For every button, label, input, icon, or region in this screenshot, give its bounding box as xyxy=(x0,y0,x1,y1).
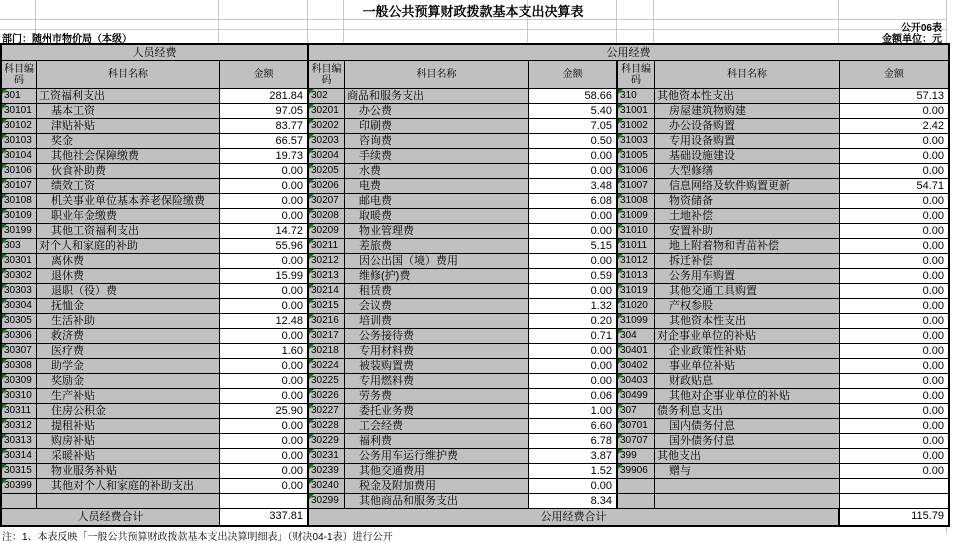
amount-cell[interactable]: 0.00 xyxy=(529,254,618,269)
amount-cell[interactable]: 12.48 xyxy=(220,314,309,329)
personnel-band-header: 人员经费 xyxy=(2,45,309,61)
name-cell[interactable]: 委托业务费 xyxy=(345,404,529,419)
name-cell[interactable]: 公务用车购置 xyxy=(655,269,840,284)
name-cell[interactable]: 抚恤金 xyxy=(37,299,220,314)
amount-cell[interactable]: 0.00 xyxy=(220,434,309,449)
amount-cell[interactable]: 2.42 xyxy=(840,119,948,134)
name-cell[interactable]: 工资福利支出 xyxy=(37,89,220,104)
name-cell[interactable]: 对企事业单位的补贴 xyxy=(655,329,840,344)
name-cell[interactable]: 大型修缮 xyxy=(655,164,840,179)
code-cell[interactable]: 30312 xyxy=(2,419,37,434)
amount-cell[interactable]: 0.00 xyxy=(220,299,309,314)
amount-cell[interactable] xyxy=(840,494,948,509)
amount-cell[interactable]: 0.50 xyxy=(529,134,618,149)
amount-cell[interactable]: 58.66 xyxy=(529,89,618,104)
code-cell[interactable]: 31099 xyxy=(618,314,655,329)
code-cell[interactable]: 310 xyxy=(618,89,655,104)
amount-cell[interactable]: 0.71 xyxy=(529,329,618,344)
name-cell[interactable] xyxy=(655,494,840,509)
code-cell[interactable]: 31003 xyxy=(618,134,655,149)
col-header-name: 科目名称 xyxy=(37,61,220,89)
personnel-total-label: 人员经费合计 xyxy=(2,509,220,525)
name-cell[interactable]: 奖励金 xyxy=(37,374,220,389)
name-cell[interactable]: 印刷费 xyxy=(345,119,529,134)
code-cell[interactable]: 30229 xyxy=(309,434,345,449)
col-header-code: 科目编码 xyxy=(309,61,345,89)
code-cell[interactable]: 31002 xyxy=(618,119,655,134)
name-cell[interactable]: 购房补贴 xyxy=(37,434,220,449)
amount-cell[interactable]: 66.57 xyxy=(220,134,309,149)
code-cell[interactable]: 30299 xyxy=(309,494,345,509)
name-cell[interactable]: 伙食补助费 xyxy=(37,164,220,179)
name-cell[interactable]: 电费 xyxy=(345,179,529,194)
name-cell[interactable]: 生产补贴 xyxy=(37,389,220,404)
col-header-amount: 金额 xyxy=(529,61,618,89)
name-cell[interactable]: 债务利息支出 xyxy=(655,404,840,419)
code-cell[interactable]: 30399 xyxy=(2,479,37,494)
code-cell[interactable]: 30311 xyxy=(2,404,37,419)
code-cell[interactable]: 31010 xyxy=(618,224,655,239)
name-cell[interactable]: 咨询费 xyxy=(345,134,529,149)
name-cell[interactable]: 赠与 xyxy=(655,464,840,479)
amount-cell[interactable]: 0.00 xyxy=(840,389,948,404)
name-cell[interactable]: 采暖补贴 xyxy=(37,449,220,464)
name-cell[interactable]: 机关事业单位基本养老保险缴费 xyxy=(37,194,220,209)
name-cell[interactable]: 物业服务补贴 xyxy=(37,464,220,479)
amount-cell[interactable]: 1.60 xyxy=(220,344,309,359)
name-cell[interactable] xyxy=(655,479,840,494)
amount-cell[interactable]: 0.00 xyxy=(220,389,309,404)
code-cell[interactable]: 30217 xyxy=(309,329,345,344)
code-cell[interactable]: 30213 xyxy=(309,269,345,284)
code-cell[interactable]: 30403 xyxy=(618,374,655,389)
name-cell[interactable]: 退职（役）费 xyxy=(37,284,220,299)
code-cell[interactable]: 30402 xyxy=(618,359,655,374)
code-cell[interactable]: 30109 xyxy=(2,209,37,224)
amount-cell[interactable]: 83.77 xyxy=(220,119,309,134)
name-cell[interactable]: 对个人和家庭的补助 xyxy=(37,239,220,254)
code-cell[interactable]: 30306 xyxy=(2,329,37,344)
col-header-code: 科目编码 xyxy=(618,61,655,89)
code-cell[interactable]: 30304 xyxy=(2,299,37,314)
amount-cell[interactable]: 3.48 xyxy=(529,179,618,194)
name-cell[interactable]: 其他交通费用 xyxy=(345,464,529,479)
name-cell[interactable]: 其他对个人和家庭的补助支出 xyxy=(37,479,220,494)
name-cell[interactable]: 产权参股 xyxy=(655,299,840,314)
name-cell[interactable]: 基础设施建设 xyxy=(655,149,840,164)
amount-cell[interactable]: 15.99 xyxy=(220,269,309,284)
name-cell[interactable]: 维修(护)费 xyxy=(345,269,529,284)
amount-cell[interactable]: 0.00 xyxy=(840,134,948,149)
code-cell[interactable]: 304 xyxy=(618,329,655,344)
amount-cell[interactable]: 0.00 xyxy=(840,449,948,464)
name-cell[interactable]: 税金及附加费用 xyxy=(345,479,529,494)
name-cell[interactable]: 手续费 xyxy=(345,149,529,164)
page-title: 一般公共预算财政拨款基本支出决算表 xyxy=(362,4,584,19)
amount-cell[interactable]: 0.00 xyxy=(840,224,948,239)
code-cell[interactable]: 31006 xyxy=(618,164,655,179)
code-cell[interactable]: 30199 xyxy=(2,224,37,239)
amount-cell[interactable]: 0.00 xyxy=(840,464,948,479)
code-cell[interactable]: 30206 xyxy=(309,179,345,194)
code-cell[interactable]: 30315 xyxy=(2,464,37,479)
code-cell[interactable]: 30499 xyxy=(618,389,655,404)
name-cell[interactable]: 助学金 xyxy=(37,359,220,374)
code-cell[interactable] xyxy=(618,494,655,509)
code-cell[interactable]: 30226 xyxy=(309,389,345,404)
name-cell[interactable]: 专用设备购置 xyxy=(655,134,840,149)
code-cell[interactable] xyxy=(2,494,37,509)
amount-cell[interactable]: 0.00 xyxy=(840,164,948,179)
code-cell[interactable] xyxy=(618,479,655,494)
name-cell[interactable]: 商品和服务支出 xyxy=(345,89,529,104)
code-cell[interactable]: 31009 xyxy=(618,209,655,224)
amount-cell[interactable]: 0.00 xyxy=(529,359,618,374)
name-cell[interactable]: 地上附着物和青苗补偿 xyxy=(655,239,840,254)
amount-cell[interactable]: 0.00 xyxy=(220,284,309,299)
name-cell[interactable]: 基本工资 xyxy=(37,104,220,119)
code-cell[interactable]: 30239 xyxy=(309,464,345,479)
code-cell[interactable]: 30208 xyxy=(309,209,345,224)
amount-cell[interactable]: 6.08 xyxy=(529,194,618,209)
code-cell[interactable]: 30203 xyxy=(309,134,345,149)
amount-cell[interactable]: 19.73 xyxy=(220,149,309,164)
col-header-amount: 金额 xyxy=(840,61,948,89)
code-cell[interactable]: 30104 xyxy=(2,149,37,164)
code-cell[interactable]: 30108 xyxy=(2,194,37,209)
name-cell[interactable]: 其他商品和服务支出 xyxy=(345,494,529,509)
code-cell[interactable]: 30212 xyxy=(309,254,345,269)
code-cell[interactable]: 30305 xyxy=(2,314,37,329)
name-cell[interactable]: 提租补贴 xyxy=(37,419,220,434)
table-number: 公开06表 xyxy=(900,23,942,34)
code-cell[interactable]: 301 xyxy=(2,89,37,104)
name-cell[interactable]: 租赁费 xyxy=(345,284,529,299)
name-cell[interactable]: 国内债务付息 xyxy=(655,419,840,434)
name-cell[interactable]: 办公费 xyxy=(345,104,529,119)
amount-cell[interactable]: 0.00 xyxy=(220,329,309,344)
amount-cell[interactable]: 3.87 xyxy=(529,449,618,464)
amount-cell[interactable]: 0.00 xyxy=(840,329,948,344)
amount-cell[interactable]: 14.72 xyxy=(220,224,309,239)
name-cell[interactable]: 因公出国（境）费用 xyxy=(345,254,529,269)
amount-cell[interactable]: 0.00 xyxy=(529,374,618,389)
code-cell[interactable]: 30308 xyxy=(2,359,37,374)
code-cell[interactable]: 302 xyxy=(309,89,345,104)
code-cell[interactable]: 303 xyxy=(2,239,37,254)
code-cell[interactable]: 30228 xyxy=(309,419,345,434)
amount-cell[interactable]: 55.96 xyxy=(220,239,309,254)
code-cell[interactable]: 30215 xyxy=(309,299,345,314)
name-cell[interactable]: 救济费 xyxy=(37,329,220,344)
amount-cell[interactable]: 57.13 xyxy=(840,89,948,104)
name-cell[interactable]: 津贴补贴 xyxy=(37,119,220,134)
name-cell[interactable]: 拆迁补偿 xyxy=(655,254,840,269)
code-cell[interactable]: 30204 xyxy=(309,149,345,164)
name-cell[interactable]: 公务用车运行维护费 xyxy=(345,449,529,464)
amount-cell[interactable]: 0.00 xyxy=(840,434,948,449)
code-cell[interactable]: 30301 xyxy=(2,254,37,269)
unit-label: 金额单位：元 xyxy=(882,34,942,45)
amount-cell[interactable]: 0.00 xyxy=(220,464,309,479)
name-cell[interactable]: 工会经费 xyxy=(345,419,529,434)
amount-cell[interactable]: 0.00 xyxy=(220,419,309,434)
code-cell[interactable]: 30207 xyxy=(309,194,345,209)
name-cell[interactable]: 物业管理费 xyxy=(345,224,529,239)
amount-cell[interactable]: 0.00 xyxy=(220,179,309,194)
name-cell[interactable]: 其他工资福利支出 xyxy=(37,224,220,239)
name-cell[interactable]: 事业单位补贴 xyxy=(655,359,840,374)
name-cell[interactable]: 其他支出 xyxy=(655,449,840,464)
code-cell[interactable]: 31008 xyxy=(618,194,655,209)
name-cell[interactable]: 财政贴息 xyxy=(655,374,840,389)
name-cell[interactable]: 邮电费 xyxy=(345,194,529,209)
code-cell[interactable]: 30303 xyxy=(2,284,37,299)
code-cell[interactable]: 30240 xyxy=(309,479,345,494)
amount-cell[interactable] xyxy=(220,494,309,509)
amount-cell[interactable]: 0.00 xyxy=(529,284,618,299)
amount-cell[interactable]: 1.32 xyxy=(529,299,618,314)
code-cell[interactable]: 30310 xyxy=(2,389,37,404)
department-label: 部门：随州市物价局（本级） xyxy=(2,34,132,45)
code-cell[interactable]: 31007 xyxy=(618,179,655,194)
name-cell[interactable]: 其他对企事业单位的补贴 xyxy=(655,389,840,404)
amount-cell[interactable]: 0.00 xyxy=(220,374,309,389)
name-cell[interactable]: 办公设备购置 xyxy=(655,119,840,134)
name-cell[interactable]: 企业政策性补贴 xyxy=(655,344,840,359)
amount-cell[interactable]: 0.00 xyxy=(220,164,309,179)
amount-cell[interactable]: 0.00 xyxy=(840,194,948,209)
name-cell[interactable]: 医疗费 xyxy=(37,344,220,359)
code-cell[interactable]: 30707 xyxy=(618,434,655,449)
name-cell[interactable]: 培训费 xyxy=(345,314,529,329)
name-cell[interactable]: 奖金 xyxy=(37,134,220,149)
amount-cell[interactable]: 0.00 xyxy=(529,209,618,224)
amount-cell[interactable]: 0.00 xyxy=(840,374,948,389)
name-cell[interactable]: 水费 xyxy=(345,164,529,179)
code-cell[interactable]: 30107 xyxy=(2,179,37,194)
name-cell[interactable]: 专用燃料费 xyxy=(345,374,529,389)
amount-cell[interactable]: 0.00 xyxy=(840,404,948,419)
amount-cell[interactable]: 1.00 xyxy=(529,404,618,419)
name-cell[interactable]: 土地补偿 xyxy=(655,209,840,224)
code-cell[interactable]: 30309 xyxy=(2,374,37,389)
name-cell[interactable]: 其他交通工具购置 xyxy=(655,284,840,299)
code-cell[interactable]: 30202 xyxy=(309,119,345,134)
name-cell[interactable]: 劳务费 xyxy=(345,389,529,404)
name-cell[interactable]: 生活补助 xyxy=(37,314,220,329)
col-header-name: 科目名称 xyxy=(655,61,840,89)
amount-cell[interactable]: 0.00 xyxy=(529,164,618,179)
amount-cell[interactable]: 0.00 xyxy=(840,299,948,314)
amount-cell[interactable]: 0.00 xyxy=(220,479,309,494)
amount-cell[interactable]: 0.00 xyxy=(220,359,309,374)
amount-cell[interactable]: 0.00 xyxy=(840,359,948,374)
amount-cell[interactable]: 0.00 xyxy=(529,224,618,239)
name-cell[interactable]: 其他资本性支出 xyxy=(655,89,840,104)
amount-cell[interactable]: 7.05 xyxy=(529,119,618,134)
code-cell[interactable]: 30106 xyxy=(2,164,37,179)
code-cell[interactable]: 30209 xyxy=(309,224,345,239)
code-cell[interactable]: 30214 xyxy=(309,284,345,299)
code-cell[interactable]: 30103 xyxy=(2,134,37,149)
footnote: 注：1、本表反映「一般公共预算财政拨款基本支出决算明细表」（财决04-1表）进行公开 xyxy=(2,532,393,543)
name-cell[interactable]: 会议费 xyxy=(345,299,529,314)
code-cell[interactable]: 30231 xyxy=(309,449,345,464)
amount-cell[interactable]: 5.15 xyxy=(529,239,618,254)
name-cell[interactable]: 公务接待费 xyxy=(345,329,529,344)
amount-cell[interactable]: 0.00 xyxy=(529,344,618,359)
col-header-code: 科目编码 xyxy=(2,61,37,89)
amount-cell[interactable]: 0.59 xyxy=(529,269,618,284)
code-cell[interactable]: 31001 xyxy=(618,104,655,119)
amount-cell[interactable]: 6.60 xyxy=(529,419,618,434)
col-header-name: 科目名称 xyxy=(345,61,529,89)
code-cell[interactable]: 31013 xyxy=(618,269,655,284)
amount-cell[interactable]: 25.90 xyxy=(220,404,309,419)
amount-cell[interactable]: 6.78 xyxy=(529,434,618,449)
code-cell[interactable]: 307 xyxy=(618,404,655,419)
amount-cell[interactable]: 97.05 xyxy=(220,104,309,119)
name-cell[interactable] xyxy=(37,494,220,509)
code-cell[interactable]: 30216 xyxy=(309,314,345,329)
name-cell[interactable]: 其他资本性支出 xyxy=(655,314,840,329)
code-cell[interactable]: 30401 xyxy=(618,344,655,359)
col-header-amount: 金额 xyxy=(220,61,309,89)
code-cell[interactable]: 39906 xyxy=(618,464,655,479)
code-cell[interactable]: 30205 xyxy=(309,164,345,179)
name-cell[interactable]: 离休费 xyxy=(37,254,220,269)
name-cell[interactable]: 信息网络及软件购置更新 xyxy=(655,179,840,194)
amount-cell[interactable]: 0.06 xyxy=(529,389,618,404)
code-cell[interactable]: 30313 xyxy=(2,434,37,449)
amount-cell[interactable]: 8.34 xyxy=(529,494,618,509)
code-cell[interactable]: 30218 xyxy=(309,344,345,359)
name-cell[interactable]: 差旅费 xyxy=(345,239,529,254)
amount-cell[interactable]: 0.00 xyxy=(840,239,948,254)
amount-cell[interactable]: 0.00 xyxy=(840,314,948,329)
amount-cell[interactable]: 0.00 xyxy=(220,194,309,209)
name-cell[interactable]: 其他社会保障缴费 xyxy=(37,149,220,164)
amount-cell[interactable]: 54.71 xyxy=(840,179,948,194)
name-cell[interactable]: 绩效工资 xyxy=(37,179,220,194)
name-cell[interactable]: 专用材料费 xyxy=(345,344,529,359)
name-cell[interactable]: 房屋建筑物购建 xyxy=(655,104,840,119)
code-cell[interactable]: 31011 xyxy=(618,239,655,254)
code-cell[interactable]: 30201 xyxy=(309,104,345,119)
public-total-label: 公用经费合计 xyxy=(309,509,840,525)
amount-cell[interactable]: 0.00 xyxy=(220,254,309,269)
amount-cell[interactable]: 0.00 xyxy=(840,284,948,299)
code-cell[interactable]: 31019 xyxy=(618,284,655,299)
amount-cell[interactable]: 0.00 xyxy=(529,479,618,494)
code-cell[interactable]: 30102 xyxy=(2,119,37,134)
personnel-total-value[interactable]: 337.81 xyxy=(220,509,309,525)
budget-table xyxy=(0,43,950,527)
code-cell[interactable]: 30225 xyxy=(309,374,345,389)
code-cell[interactable]: 30314 xyxy=(2,449,37,464)
code-cell[interactable]: 30227 xyxy=(309,404,345,419)
code-cell[interactable]: 30101 xyxy=(2,104,37,119)
name-cell[interactable]: 福利费 xyxy=(345,434,529,449)
name-cell[interactable]: 物资储备 xyxy=(655,194,840,209)
name-cell[interactable]: 安置补助 xyxy=(655,224,840,239)
code-cell[interactable]: 31005 xyxy=(618,149,655,164)
code-cell[interactable]: 30224 xyxy=(309,359,345,374)
name-cell[interactable]: 职业年金缴费 xyxy=(37,209,220,224)
public-total-value[interactable]: 115.79 xyxy=(840,509,948,525)
amount-cell[interactable] xyxy=(840,479,948,494)
amount-cell[interactable]: 0.20 xyxy=(529,314,618,329)
name-cell[interactable]: 住房公积金 xyxy=(37,404,220,419)
name-cell[interactable]: 被装购置费 xyxy=(345,359,529,374)
code-cell[interactable]: 30211 xyxy=(309,239,345,254)
amount-cell[interactable]: 0.00 xyxy=(840,209,948,224)
amount-cell[interactable]: 0.00 xyxy=(840,254,948,269)
name-cell[interactable]: 退休费 xyxy=(37,269,220,284)
amount-cell[interactable]: 1.52 xyxy=(529,464,618,479)
amount-cell[interactable]: 0.00 xyxy=(840,419,948,434)
code-cell[interactable]: 399 xyxy=(618,449,655,464)
public-band-header: 公用经费 xyxy=(309,45,948,61)
name-cell[interactable]: 取暖费 xyxy=(345,209,529,224)
name-cell[interactable]: 国外债务付息 xyxy=(655,434,840,449)
code-cell[interactable]: 30701 xyxy=(618,419,655,434)
amount-cell[interactable]: 281.84 xyxy=(220,89,309,104)
code-cell[interactable]: 30302 xyxy=(2,269,37,284)
amount-cell[interactable]: 0.00 xyxy=(840,104,948,119)
amount-cell[interactable]: 0.00 xyxy=(840,344,948,359)
code-cell[interactable]: 31020 xyxy=(618,299,655,314)
amount-cell[interactable]: 0.00 xyxy=(220,209,309,224)
amount-cell[interactable]: 0.00 xyxy=(840,269,948,284)
amount-cell[interactable]: 5.40 xyxy=(529,104,618,119)
amount-cell[interactable]: 0.00 xyxy=(220,449,309,464)
code-cell[interactable]: 31012 xyxy=(618,254,655,269)
amount-cell[interactable]: 0.00 xyxy=(529,149,618,164)
code-cell[interactable]: 30307 xyxy=(2,344,37,359)
amount-cell[interactable]: 0.00 xyxy=(840,149,948,164)
